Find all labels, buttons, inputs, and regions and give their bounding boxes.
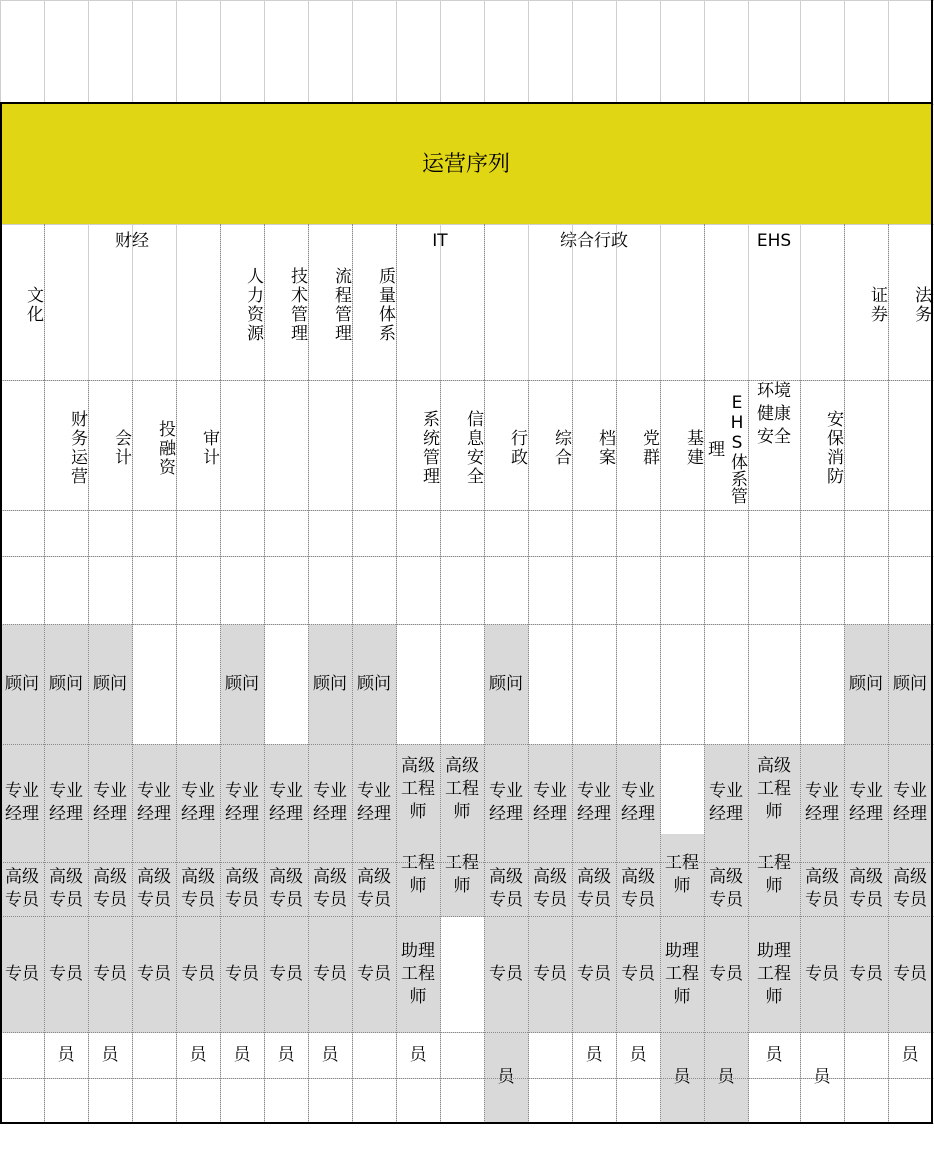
specialist-cell[interactable]: 专员 — [0, 916, 44, 1032]
staff-cell[interactable]: 员 — [629, 1044, 647, 1065]
subcategory-header[interactable]: 安保消防 — [823, 410, 843, 486]
pro-manager-cell[interactable]: 专业经理 — [888, 744, 932, 862]
consultant-cell[interactable]: 顾问 — [844, 624, 888, 744]
category-header[interactable]: 技术管理 — [287, 267, 307, 343]
subcategory-header[interactable]: 综合 — [551, 429, 571, 467]
dotted-row-line — [0, 744, 932, 745]
dotted-col-line — [704, 380, 705, 1123]
dotted-row-line — [0, 624, 932, 625]
dotted-row-line — [0, 510, 932, 511]
dotted-row-line — [0, 556, 932, 557]
dotted-col-line — [704, 224, 705, 380]
dotted-col-line — [844, 224, 845, 380]
staff-cell[interactable]: 员 — [189, 1044, 207, 1065]
senior-specialist-cell[interactable]: 高级专员 — [704, 862, 748, 916]
specialist-cell[interactable]: 专员 — [844, 916, 888, 1032]
staff-fill[interactable] — [528, 1032, 572, 1078]
dotted-col-line — [264, 380, 265, 1123]
senior-specialist-cell[interactable]: 高级专员 — [220, 862, 264, 916]
subcategory-header[interactable]: 档案 — [595, 429, 615, 467]
category-header[interactable]: EHS — [756, 231, 792, 251]
senior-engineer-cell[interactable]: 高级工程师 — [748, 744, 800, 834]
dotted-col-line — [888, 380, 889, 1123]
subcategory-header[interactable]: 基建 — [683, 429, 703, 467]
pro-manager-cell[interactable]: 专业经理 — [264, 744, 308, 862]
table-border — [0, 104, 2, 1124]
senior-specialist-cell[interactable]: 高级专员 — [528, 862, 572, 916]
specialist-cell[interactable]: 专员 — [704, 916, 748, 1032]
specialist-cell[interactable]: 专员 — [176, 916, 220, 1032]
dotted-col-line — [308, 224, 309, 380]
dotted-col-line — [88, 380, 89, 1123]
dotted-col-line — [396, 380, 397, 1123]
staff-cell[interactable]: 员 — [101, 1044, 119, 1065]
dotted-col-line — [396, 224, 397, 380]
subcategory-header[interactable]: 会计 — [111, 429, 131, 467]
staff-cell[interactable]: 员 — [233, 1044, 251, 1065]
staff-cell[interactable]: 员 — [901, 1044, 919, 1065]
subcategory-header[interactable]: 审计 — [199, 429, 219, 467]
dotted-col-line — [572, 380, 573, 1123]
pro-manager-cell[interactable]: 专业经理 — [800, 744, 844, 862]
category-header[interactable]: 文化 — [23, 286, 43, 324]
dotted-col-line — [220, 380, 221, 1123]
dotted-col-line — [484, 380, 485, 1123]
staff-cell[interactable]: 员 — [57, 1044, 75, 1065]
specialist-cell[interactable]: 专员 — [800, 916, 844, 1032]
senior-specialist-cell[interactable]: 高级专员 — [132, 862, 176, 916]
pro-manager-cell[interactable]: 专业经理 — [528, 744, 572, 862]
category-header[interactable]: 证券 — [867, 286, 887, 324]
senior-engineer-cell[interactable]: 高级工程师 — [396, 744, 440, 834]
dotted-col-line — [800, 380, 801, 1123]
staff-fill[interactable] — [616, 1078, 660, 1123]
staff-cell[interactable]: 员 — [409, 1044, 427, 1065]
specialist-cell[interactable]: 专员 — [88, 916, 132, 1032]
dotted-row-line — [0, 380, 932, 381]
dotted-col-line — [844, 380, 845, 1123]
staff-fill[interactable] — [572, 1032, 616, 1078]
subcategory-header[interactable]: 行政 — [507, 429, 527, 467]
consultant-cell[interactable]: 顾问 — [484, 624, 528, 744]
dotted-col-line — [44, 380, 45, 1123]
pro-manager-cell[interactable]: 专业经理 — [308, 744, 352, 862]
category-header[interactable]: 财经 — [115, 231, 149, 251]
pro-manager-cell[interactable]: 专业经理 — [484, 744, 528, 862]
dotted-col-line — [888, 224, 889, 380]
specialist-cell[interactable]: 专员 — [220, 916, 264, 1032]
subcategory-header[interactable]: EHS体系管理 — [704, 392, 747, 504]
assistant-engineer-cell[interactable]: 助理工程师 — [396, 916, 440, 1032]
subcategory-header[interactable]: 党群 — [639, 429, 659, 467]
consultant-cell[interactable]: 顾问 — [220, 624, 264, 744]
category-header[interactable]: IT — [432, 231, 448, 251]
senior-specialist-cell[interactable]: 高级专员 — [572, 862, 616, 916]
senior-specialist-cell[interactable]: 高级专员 — [800, 862, 844, 916]
staff-fill[interactable] — [748, 1078, 800, 1123]
category-header[interactable]: 法务 — [911, 286, 931, 324]
specialist-cell[interactable]: 专员 — [352, 916, 396, 1032]
dotted-col-line — [264, 224, 265, 380]
dotted-col-line — [352, 224, 353, 380]
pro-manager-cell[interactable]: 专业经理 — [220, 744, 264, 862]
senior-specialist-cell[interactable]: 高级专员 — [88, 862, 132, 916]
specialist-cell[interactable]: 专员 — [888, 916, 932, 1032]
senior-specialist-cell[interactable]: 高级专员 — [176, 862, 220, 916]
staff-cell[interactable]: 员 — [660, 1032, 704, 1123]
consultant-cell[interactable]: 顾问 — [44, 624, 88, 744]
specialist-cell[interactable]: 专员 — [308, 916, 352, 1032]
assistant-engineer-cell[interactable]: 助理工程师 — [660, 916, 704, 1032]
category-header[interactable]: 流程管理 — [331, 267, 351, 343]
category-header[interactable]: 综合行政 — [560, 231, 628, 251]
senior-specialist-cell[interactable]: 高级专员 — [44, 862, 88, 916]
consultant-cell[interactable]: 顾问 — [308, 624, 352, 744]
subcategory-header[interactable]: 信息安全 — [463, 410, 483, 486]
pro-manager-cell[interactable]: 专业经理 — [132, 744, 176, 862]
senior-specialist-cell[interactable]: 高级专员 — [844, 862, 888, 916]
dotted-col-line — [220, 224, 221, 380]
pro-manager-cell[interactable]: 专业经理 — [176, 744, 220, 862]
pro-manager-cell[interactable]: 专业经理 — [572, 744, 616, 862]
dotted-col-line — [748, 380, 749, 1123]
senior-specialist-cell[interactable]: 高级专员 — [616, 862, 660, 916]
specialist-cell[interactable]: 专员 — [264, 916, 308, 1032]
dotted-col-line — [176, 380, 177, 1123]
staff-cell[interactable]: 员 — [765, 1044, 783, 1065]
specialist-cell[interactable]: 专员 — [484, 916, 528, 1032]
dotted-col-line — [44, 224, 45, 380]
staff-fill[interactable] — [572, 1078, 616, 1123]
staff-cell[interactable]: 员 — [277, 1044, 295, 1065]
sequence-title[interactable]: 运营序列 — [0, 104, 932, 224]
consultant-cell[interactable]: 顾问 — [352, 624, 396, 744]
specialist-cell[interactable]: 专员 — [616, 916, 660, 1032]
assistant-engineer-cell[interactable]: 助理工程师 — [748, 916, 800, 1032]
dotted-row-line — [0, 916, 932, 917]
dotted-col-line — [660, 380, 661, 1123]
specialist-cell[interactable]: 专员 — [44, 916, 88, 1032]
engineer-cell[interactable]: 工程师 — [660, 834, 704, 916]
staff-cell[interactable]: 员 — [813, 1067, 831, 1087]
dotted-col-line — [308, 380, 309, 1123]
specialist-cell[interactable]: 专员 — [528, 916, 572, 1032]
specialist-cell[interactable]: 专员 — [572, 916, 616, 1032]
subcategory-header[interactable]: 系统管理 — [419, 410, 439, 486]
staff-cell[interactable]: 员 — [585, 1044, 603, 1065]
senior-specialist-cell[interactable]: 高级专员 — [308, 862, 352, 916]
pro-manager-cell[interactable]: 专业经理 — [0, 744, 44, 862]
pro-manager-cell[interactable]: 专业经理 — [352, 744, 396, 862]
category-header[interactable]: 质量体系 — [375, 267, 395, 343]
table-border — [931, 0, 933, 1124]
dotted-row-line — [0, 1032, 932, 1033]
dotted-row-line — [0, 862, 932, 863]
subcategory-header[interactable]: 投融资 — [155, 419, 175, 477]
senior-specialist-cell[interactable]: 高级专员 — [888, 862, 932, 916]
senior-specialist-cell[interactable]: 高级专员 — [0, 862, 44, 916]
specialist-cell[interactable]: 专员 — [132, 916, 176, 1032]
senior-engineer-cell[interactable]: 高级工程师 — [440, 744, 484, 834]
grid-row-line — [0, 0, 934, 1]
table-border — [0, 102, 933, 104]
consultant-cell[interactable]: 顾问 — [888, 624, 932, 744]
subcategory-header[interactable]: 财务运营 — [67, 410, 87, 486]
dotted-col-line — [132, 380, 133, 1123]
dotted-col-line — [352, 380, 353, 1123]
dotted-col-line — [440, 380, 441, 1123]
staff-cell[interactable]: 员 — [321, 1044, 339, 1065]
dotted-col-line — [528, 380, 529, 1123]
staff-fill[interactable] — [528, 1078, 572, 1123]
senior-specialist-cell[interactable]: 高级专员 — [484, 862, 528, 916]
consultant-cell[interactable]: 顾问 — [88, 624, 132, 744]
consultant-cell[interactable]: 顾问 — [0, 624, 44, 744]
engineer-cell[interactable]: 工程师 — [396, 834, 440, 916]
dotted-col-line — [616, 380, 617, 1123]
pro-manager-cell[interactable]: 专业经理 — [616, 744, 660, 862]
staff-cell[interactable]: 员 — [704, 1032, 748, 1123]
staff-cell[interactable]: 员 — [484, 1032, 528, 1123]
pro-manager-cell[interactable]: 专业经理 — [844, 744, 888, 862]
pro-manager-cell[interactable]: 专业经理 — [88, 744, 132, 862]
dotted-row-line — [0, 1078, 932, 1079]
engineer-cell[interactable]: 工程师 — [748, 834, 800, 916]
senior-specialist-cell[interactable]: 高级专员 — [264, 862, 308, 916]
subcategory-header[interactable]: 环境健康安全 — [757, 381, 791, 447]
category-header[interactable]: 人力资源 — [243, 267, 263, 343]
senior-specialist-cell[interactable]: 高级专员 — [352, 862, 396, 916]
table-border — [0, 1122, 933, 1124]
engineer-cell[interactable]: 工程师 — [440, 834, 484, 916]
staff-fill[interactable] — [616, 1032, 660, 1078]
pro-manager-cell[interactable]: 专业经理 — [44, 744, 88, 862]
dotted-col-line — [484, 224, 485, 380]
pro-manager-cell[interactable]: 专业经理 — [704, 744, 748, 862]
